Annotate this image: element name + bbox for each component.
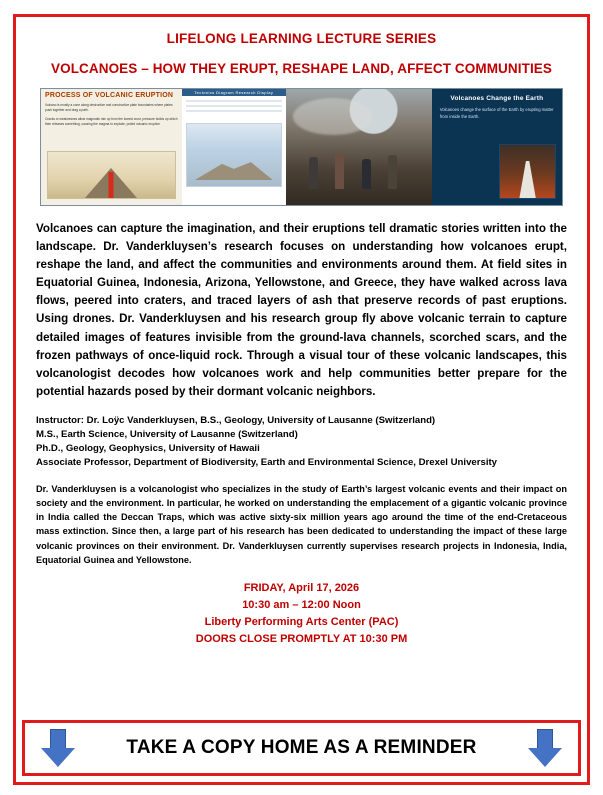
event-date: FRIDAY, April 17, 2026 [243,582,360,594]
slide1-title: PROCESS OF VOLCANIC ERUPTION [45,92,174,100]
lead-paragraph: Volcanoes can capture the imagination, and their eruptions tell dramatic stories written into the landscape. Dr. Vanderkluysen’s research focuses on understanding how volcanoes erupt, reshape the land, and affect the communities and environments around them. At field sites in Equatorial Guinea, Indonesia, Arizona, Yellowstone, and Greece, they have walked across lava flows, peered into craters, and traced layers of ash that preserve records of past eruptions. Using drones. Dr. Vanderkluysen and his research group fly above volcanic terrain to capture detailed images of features invisible from the ground-lava channels, scorched scars, and the frozen pathways of once-liquid rock. Through a visual tour of these volcanic landscapes, this volcanologist decodes how volcanoes work and help communities better prepare for the potential hazards posed by their dormant volcanic neighbors. [36,222,567,398]
event-details [22,580,581,648]
volcano-diagram [47,151,176,199]
instructor-line-3: Ph.D., Geology, Geophysics, University of Hawaii [36,442,260,454]
event-notice: DOORS CLOSE PROMPTLY AT 10:30 PM [195,633,408,646]
flyer-border [13,14,590,785]
field-photo-background [286,89,432,205]
magma-conduit-icon [109,172,114,198]
person-figure [362,159,371,189]
spacer [22,648,581,714]
slide4-title: Volcanoes Change the Earth [450,95,544,103]
slide2-text-lines [182,96,286,119]
slide2-header: Tectonics Diagram Research Display [182,89,286,96]
slide-volcanoes-change-the-earth [432,89,562,205]
person-figure [388,155,397,189]
eruption-photo [499,144,556,199]
down-arrow-icon [41,729,75,767]
series-title: LIFELONG LEARNING LECTURE SERIES [166,31,437,46]
slide-process-of-volcanic-eruption [41,89,182,205]
person-figure [335,153,344,189]
person-figure [309,157,318,189]
photo-field-researchers [286,89,432,205]
lecture-title: VOLCANOES – HOW THEY ERUPT, RESHAPE LAND, AFFECT COMMUNITIES [50,60,553,76]
footer-text: TAKE A COPY HOME AS A REMINDER [126,737,477,758]
down-arrow-icon [528,729,562,767]
slide-tectonics-diagram [182,89,286,205]
event-time: 10:30 am – 12:00 Noon [242,599,361,612]
event-location: Liberty Performing Arts Center (PAC) [204,616,399,629]
instructor-line-4: Associate Professor, Department of Biodiversity, Earth and Environmental Science, Drexel University [36,456,498,468]
instructor-block [36,414,567,470]
ash-cloud-icon [293,98,373,135]
slide1-body-1: Volcano is mostly a cone along destructive and constructive plate boundaries where plates push together and drag a path. [45,102,173,112]
slide2-figure [186,123,282,187]
footer-banner [22,720,581,776]
instructor-line-1: Instructor: Dr. Loÿc Vanderkluysen, B.S., Geology, University of Lausanne (Switzerland) [36,414,436,426]
instructor-line-2: M.S., Earth Science, University of Lausanne (Switzerland) [36,428,298,440]
slide4-body: Volcanoes change the surface of the Earth by erupting matter from inside the Earth. [439,107,554,120]
slide1-body-2: Cracks or weaknesses allow magmatic rise up from the lowest crust, pressure builds up which then releases something, causing the magma to explode, pulled volcanic eruption [45,117,178,127]
title-block [22,24,581,79]
image-strip [40,88,563,206]
instructor-bio: Dr. Vanderkluysen is a volcanologist who specializes in the study of Earth’s largest volcanic events and their impact on society and the environment. In particular, he worked on understanding the emplacement of a gigantic volcanic province in India called the Deccan Traps, which was active sixty-six million years ago around the time of the end-Cretaceous mass extinction. Since then, a large part of his research has been dedicated to understanding the impact of these large volcanic provinces on their environment. Dr. Vanderkluysen currently supervises research projects in Indonesia, India, Equatorial Guinea and Yellowstone. [36,483,567,565]
